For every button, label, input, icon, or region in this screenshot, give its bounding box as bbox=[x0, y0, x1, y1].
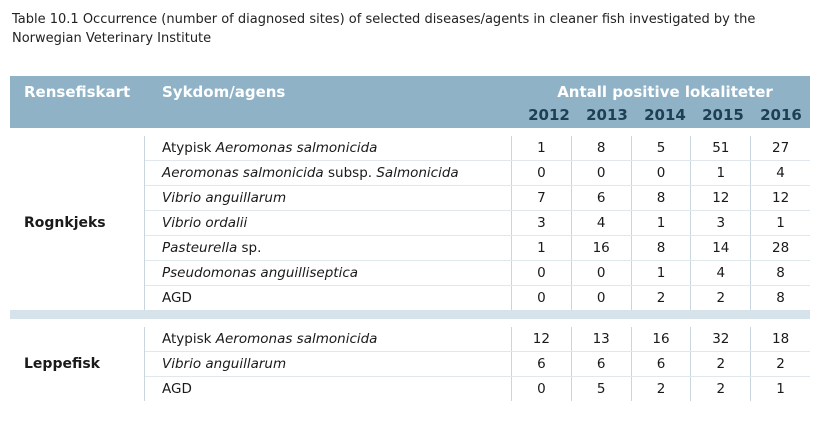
site-count: 1 bbox=[511, 236, 571, 260]
site-count: 14 bbox=[690, 236, 750, 260]
site-count: 0 bbox=[511, 261, 571, 285]
site-count: 0 bbox=[571, 261, 631, 285]
site-count: 1 bbox=[750, 377, 810, 401]
disease-name-part: Atypisk bbox=[162, 331, 216, 347]
site-count: 32 bbox=[690, 327, 750, 351]
site-count: 51 bbox=[690, 136, 750, 160]
table-row bbox=[145, 377, 810, 401]
site-count: 6 bbox=[631, 352, 691, 376]
table-row bbox=[145, 327, 810, 352]
disease-name-part: Pseudomonas anguilliseptica bbox=[162, 265, 359, 281]
table-row bbox=[145, 352, 810, 377]
site-count: 2 bbox=[631, 286, 691, 310]
table-caption bbox=[12, 10, 812, 48]
species-label: Rognkjeks bbox=[24, 215, 106, 231]
species-label: Leppefisk bbox=[24, 356, 100, 372]
site-count: 0 bbox=[511, 286, 571, 310]
disease-name-part: Aeromonas salmonicida bbox=[215, 331, 378, 347]
site-count: 6 bbox=[511, 352, 571, 376]
disease-name-part: sp. bbox=[237, 240, 262, 256]
site-count: 16 bbox=[571, 236, 631, 260]
disease-name-part: Vibrio ordalii bbox=[162, 215, 248, 231]
site-count: 2 bbox=[631, 377, 691, 401]
site-count: 7 bbox=[511, 186, 571, 210]
site-count: 1 bbox=[690, 161, 750, 185]
disease-name-part: Atypisk bbox=[162, 140, 216, 156]
header-years bbox=[520, 106, 810, 128]
disease-name bbox=[145, 356, 511, 372]
header-species: Rensefiskart bbox=[24, 83, 131, 101]
caption-line-1: Table 10.1 Occurrence (number of diagnosed sites) of selected diseases/agents in cleaner fish investigated by the bbox=[12, 12, 756, 27]
site-count: 2 bbox=[690, 286, 750, 310]
site-count: 8 bbox=[631, 186, 691, 210]
site-count: 0 bbox=[631, 161, 691, 185]
disease-name-part: AGD bbox=[162, 290, 192, 306]
site-count: 6 bbox=[571, 186, 631, 210]
site-count: 3 bbox=[690, 211, 750, 235]
site-count: 8 bbox=[631, 236, 691, 260]
disease-name bbox=[145, 190, 511, 206]
site-count: 0 bbox=[511, 377, 571, 401]
site-count: 8 bbox=[750, 286, 810, 310]
disease-name-part: Vibrio anguillarum bbox=[162, 190, 287, 206]
disease-name bbox=[145, 381, 511, 397]
disease-name bbox=[145, 140, 511, 156]
site-count: 2 bbox=[690, 352, 750, 376]
site-count: 0 bbox=[571, 286, 631, 310]
site-count: 28 bbox=[750, 236, 810, 260]
header-positive-sites: Antall positive lokaliteter bbox=[557, 83, 773, 101]
site-count: 12 bbox=[511, 327, 571, 351]
table-row bbox=[145, 186, 810, 211]
site-count: 27 bbox=[750, 136, 810, 160]
site-count: 5 bbox=[631, 136, 691, 160]
disease-name bbox=[145, 331, 511, 347]
caption-line-2: Norwegian Veterinary Institute bbox=[12, 31, 212, 46]
disease-name bbox=[145, 240, 511, 256]
site-count: 18 bbox=[750, 327, 810, 351]
site-count: 13 bbox=[571, 327, 631, 351]
disease-name-part: Pasteurella bbox=[162, 240, 238, 256]
site-count: 12 bbox=[690, 186, 750, 210]
table-header bbox=[10, 76, 810, 128]
header-disease: Sykdom/agens bbox=[162, 83, 286, 101]
disease-name-part: Vibrio anguillarum bbox=[162, 356, 287, 372]
table-row bbox=[145, 136, 810, 161]
disease-name-part: subsp. bbox=[323, 165, 377, 181]
site-count: 1 bbox=[631, 211, 691, 235]
table-row bbox=[145, 286, 810, 310]
site-count: 8 bbox=[750, 261, 810, 285]
site-count: 5 bbox=[571, 377, 631, 401]
table-body bbox=[10, 128, 810, 401]
site-count: 8 bbox=[571, 136, 631, 160]
species-group bbox=[10, 327, 810, 401]
disease-name bbox=[145, 265, 511, 281]
disease-table bbox=[10, 76, 810, 401]
disease-name bbox=[145, 290, 511, 306]
header-year: 2015 bbox=[702, 106, 744, 124]
species-group bbox=[10, 136, 810, 310]
site-count: 0 bbox=[571, 161, 631, 185]
site-count: 2 bbox=[750, 352, 810, 376]
site-count: 0 bbox=[511, 161, 571, 185]
disease-name-part: Aeromonas salmonicida bbox=[162, 165, 324, 181]
table-row bbox=[145, 236, 810, 261]
site-count: 1 bbox=[511, 136, 571, 160]
site-count: 4 bbox=[690, 261, 750, 285]
site-count: 3 bbox=[511, 211, 571, 235]
disease-name bbox=[145, 165, 511, 181]
header-year: 2016 bbox=[760, 106, 802, 124]
disease-name-part: AGD bbox=[162, 381, 192, 397]
header-year: 2014 bbox=[644, 106, 686, 124]
disease-name bbox=[145, 215, 511, 231]
table-row bbox=[145, 261, 810, 286]
site-count: 2 bbox=[690, 377, 750, 401]
disease-name-part: Aeromonas salmonicida bbox=[215, 140, 378, 156]
site-count: 4 bbox=[571, 211, 631, 235]
disease-name-part: Salmonicida bbox=[376, 165, 459, 181]
table-row bbox=[145, 161, 810, 186]
header-year: 2012 bbox=[528, 106, 570, 124]
site-count: 1 bbox=[631, 261, 691, 285]
table-row bbox=[145, 211, 810, 236]
site-count: 1 bbox=[750, 211, 810, 235]
site-count: 4 bbox=[750, 161, 810, 185]
site-count: 16 bbox=[631, 327, 691, 351]
header-year: 2013 bbox=[586, 106, 628, 124]
site-count: 6 bbox=[571, 352, 631, 376]
site-count: 12 bbox=[750, 186, 810, 210]
